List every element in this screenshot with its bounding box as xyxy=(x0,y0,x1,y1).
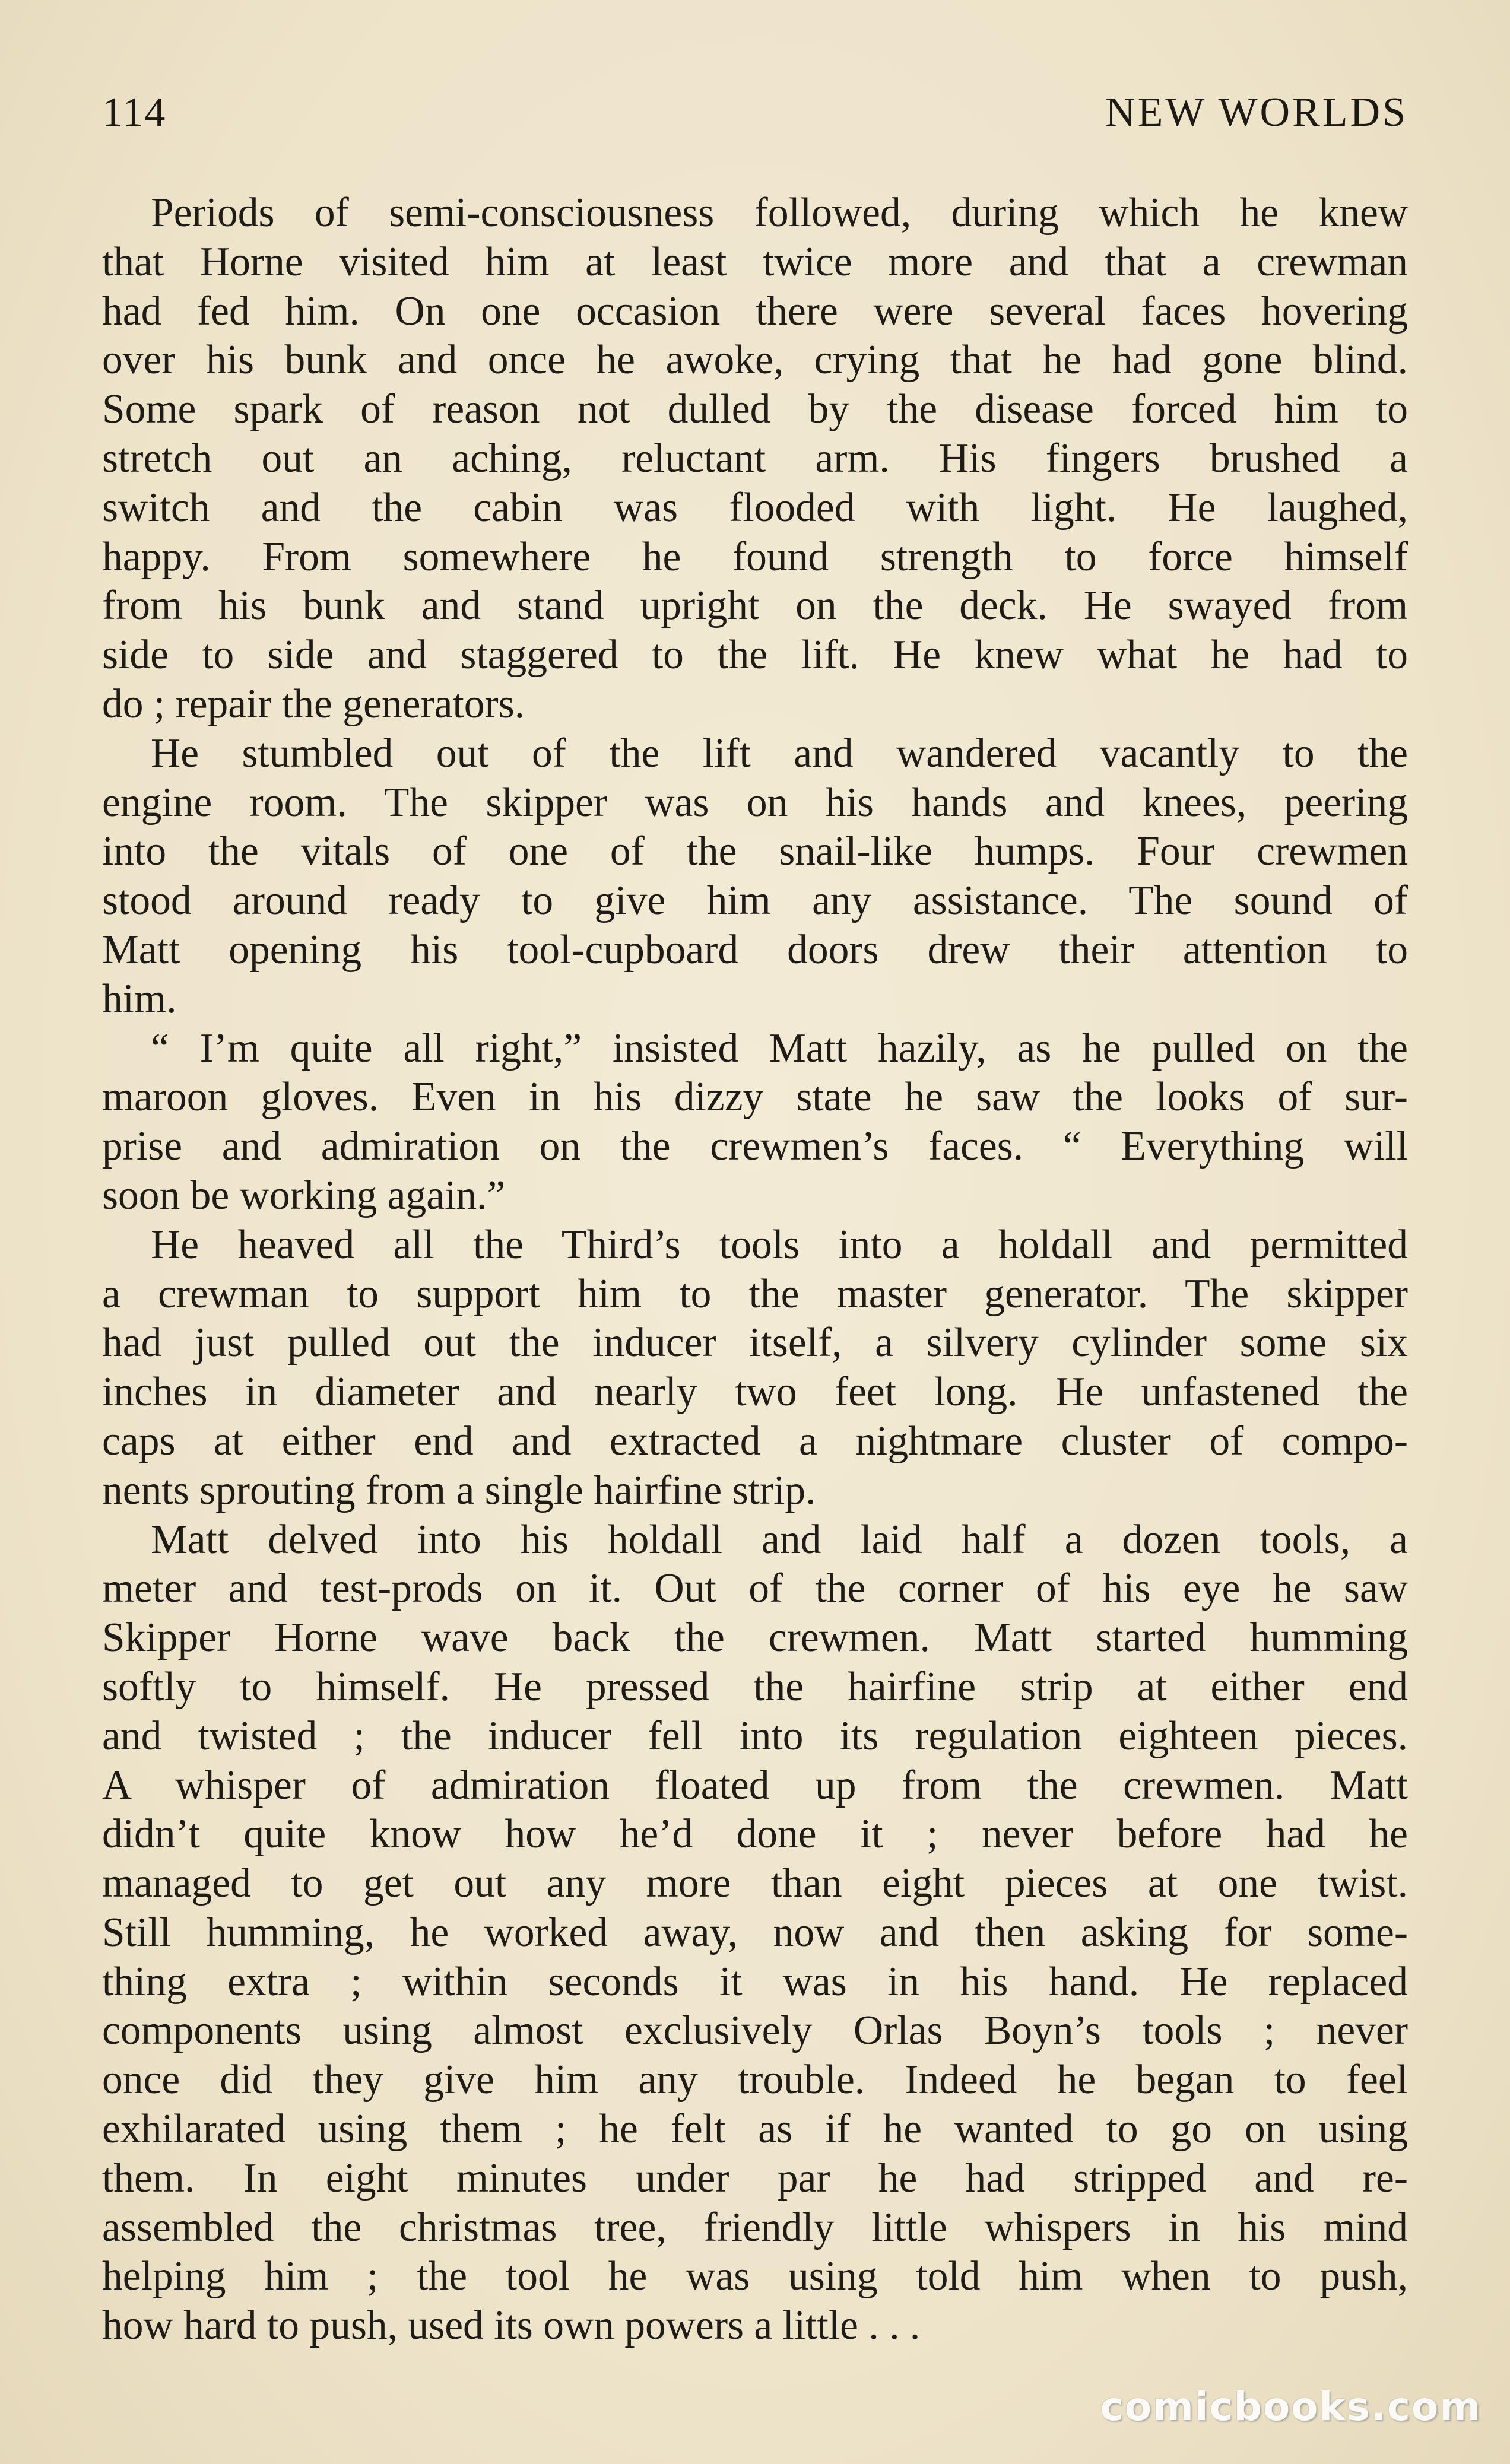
body-text xyxy=(102,189,1408,2351)
text-line: soon be working again.” xyxy=(102,1172,506,1218)
text-line: had just pulled out the inducer itself, a silvery cylinder some six xyxy=(102,1320,1408,1366)
text-line: He heaved all the Third’s tools into a holdall and permitted xyxy=(151,1221,1408,1268)
running-head: NEW WORLDS xyxy=(1105,90,1408,135)
text-line: them. In eight minutes under par he had stripped and re- xyxy=(102,2155,1408,2201)
text-line: a crewman to support him to the master generator. The skipper xyxy=(102,1271,1408,1317)
text-line: Matt opening his tool-cupboard doors drew their attention to xyxy=(102,926,1408,973)
watermark: comicbooks.com xyxy=(1100,2384,1482,2430)
text-line: how hard to push, used its own powers a little . . . xyxy=(102,2303,921,2349)
text-line: exhilarated using them ; he felt as if he wanted to go on using xyxy=(102,2106,1408,2152)
text-line: Skipper Horne wave back the crewmen. Matt started humming xyxy=(102,1615,1408,1661)
text-line: over his bunk and once he awoke, crying that he had gone blind. xyxy=(102,337,1408,383)
text-line: Some spark of reason not dulled by the disease forced him to xyxy=(102,386,1408,433)
text-line: nents sprouting from a single hairfine strip. xyxy=(102,1467,816,1513)
text-line: once did they give him any trouble. Indeed he began to feel xyxy=(102,2057,1408,2103)
page-header xyxy=(102,89,1408,154)
text-line: had fed him. On one occasion there were several faces hovering xyxy=(102,288,1408,334)
text-line: thing extra ; within seconds it was in his hand. He replaced xyxy=(102,1958,1408,2005)
text-line: Matt delved into his holdall and laid half a dozen tools, a xyxy=(151,1516,1408,1563)
text-line: helping him ; the tool he was using told him when to push, xyxy=(102,2253,1408,2300)
text-line: maroon gloves. Even in his dizzy state he saw the looks of sur- xyxy=(102,1074,1408,1120)
text-line: caps at either end and extracted a nightmare cluster of compo- xyxy=(102,1418,1408,1464)
text-line: components using almost exclusively Orlas Boyn’s tools ; never xyxy=(102,2008,1408,2054)
text-line: engine room. The skipper was on his hands and knees, peering xyxy=(102,779,1408,825)
text-line: assembled the christmas tree, friendly little whispers in his mind xyxy=(102,2204,1408,2250)
text-line: managed to get out any more than eight pieces at one twist. xyxy=(102,1860,1408,1907)
text-line: softly to himself. He pressed the hairfine strip at either end xyxy=(102,1663,1408,1710)
text-line: Still humming, he worked away, now and then asking for some- xyxy=(102,1909,1408,1955)
text-line: happy. From somewhere he found strength to force himself xyxy=(102,534,1408,580)
text-line: into the vitals of one of the snail-like humps. Four crewmen xyxy=(102,828,1408,875)
text-line: A whisper of admiration floated up from the crewmen. Matt xyxy=(102,1762,1408,1808)
text-line: didn’t quite know how he’d done it ; never before had he xyxy=(102,1811,1408,1857)
text-line: from his bunk and stand upright on the deck. He swayed from xyxy=(102,583,1408,629)
text-line: that Horne visited him at least twice more and that a crewman xyxy=(102,239,1408,285)
text-line: do ; repair the generators. xyxy=(102,681,525,727)
text-line: and twisted ; the inducer fell into its regulation eighteen pieces. xyxy=(102,1713,1408,1759)
text-line: stretch out an aching, reluctant arm. His fingers brushed a xyxy=(102,435,1408,481)
text-line: meter and test-prods on it. Out of the corner of his eye he saw xyxy=(102,1566,1408,1612)
text-line: “ I’m quite all right,” insisted Matt hazily, as he pulled on the xyxy=(151,1025,1408,1071)
text-line: prise and admiration on the crewmen’s faces. “ Everything will xyxy=(102,1123,1408,1170)
page-number: 114 xyxy=(102,90,167,135)
text-line: inches in diameter and nearly two feet long. He unfastened the xyxy=(102,1369,1408,1415)
text-line: switch and the cabin was flooded with light. He laughed, xyxy=(102,484,1408,531)
text-line: He stumbled out of the lift and wandered vacantly to the xyxy=(151,730,1408,776)
text-line: him. xyxy=(102,976,177,1022)
text-line: side to side and staggered to the lift. He knew what he had to xyxy=(102,632,1408,678)
text-line: Periods of semi-consciousness followed, during which he knew xyxy=(151,190,1408,236)
text-line: stood around ready to give him any assistance. The sound of xyxy=(102,878,1408,924)
